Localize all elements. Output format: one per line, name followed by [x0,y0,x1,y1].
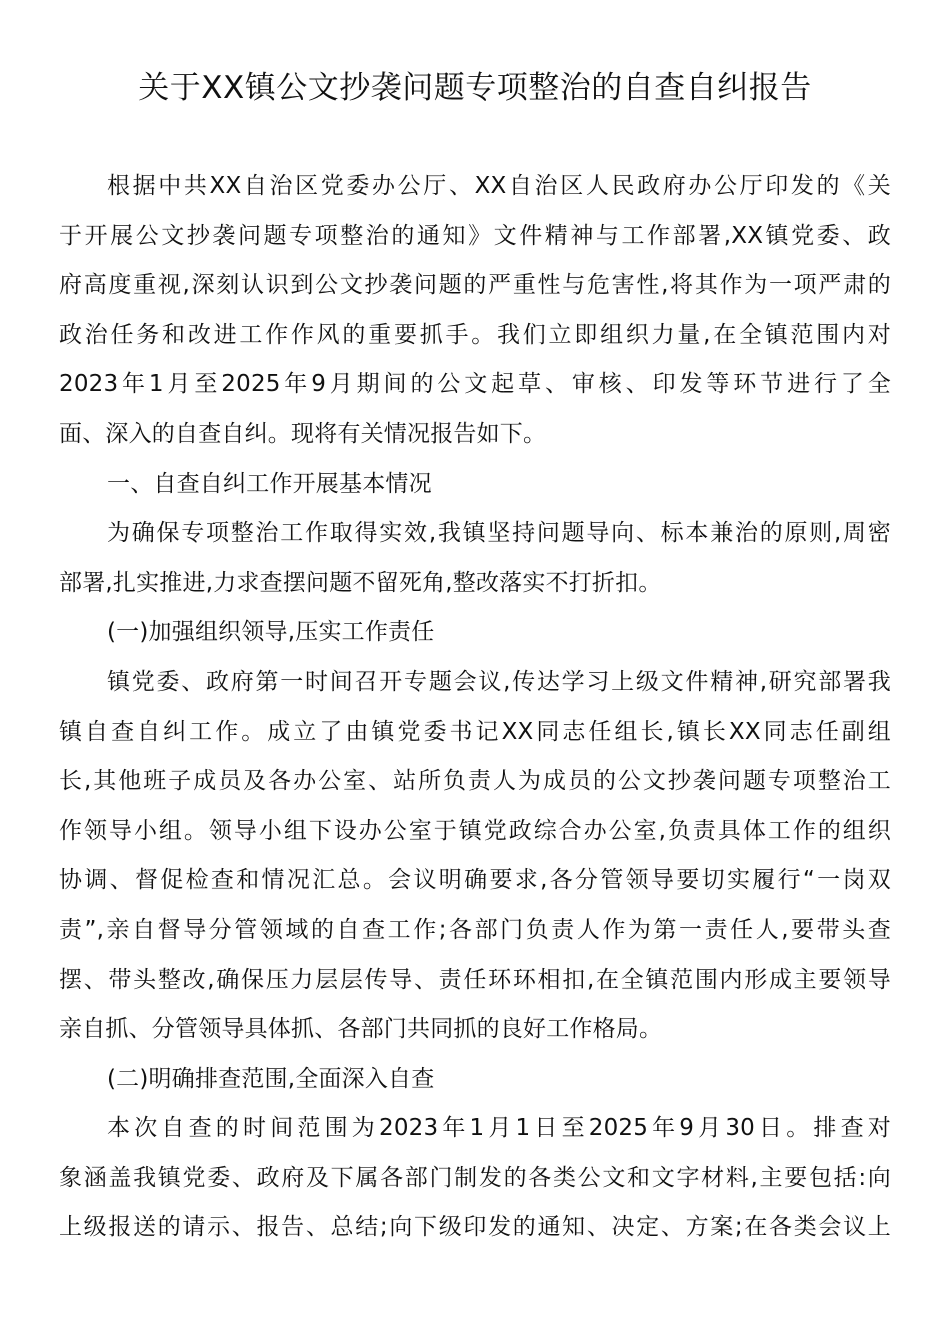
paragraph-1-line-3: 府高度重视,深刻认识到公文抄袭问题的严重性与危害性,将其作为一项严肃的 [59,272,891,299]
paragraph-3-line-7: 摆、带头整改,确保压力层层传导、责任环环相扣,在全镇范围内形成主要领导 [59,966,891,993]
paragraph-3-line-1: 镇党委、政府第一时间召开专题会议,传达学习上级文件精神,研究部署我 [107,668,891,695]
paragraph-4-line-1: 本次自查的时间范围为2023年1月1日至2025年9月30日。排查对 [107,1115,891,1142]
paragraph-1-line-2: 于开展公文抄袭问题专项整治的通知》文件精神与工作部署,XX镇党委、政 [59,222,891,249]
paragraph-2-line-1: 为确保专项整治工作取得实效,我镇坚持问题导向、标本兼治的原则,周密 [107,520,891,547]
paragraph-3-line-5: 协调、督促检查和情况汇总。会议明确要求,各分管领导要切实履行“一岗双 [59,867,891,894]
paragraph-3-line-3: 长,其他班子成员及各办公室、站所负责人为成员的公文抄袭问题专项整治工 [59,768,891,795]
document-body [59,162,891,1253]
paragraph-1-line-1: 根据中共XX自治区党委办公厅、XX自治区人民政府办公厅印发的《关 [107,173,891,199]
section-heading-1: 一、自查自纠工作开展基本情况 [107,470,432,497]
paragraph-4-line-3: 上级报送的请示、报告、总结;向下级印发的通知、决定、方案;在各类会议上 [59,1214,891,1241]
paragraph-1-line-4: 政治任务和改进工作作风的重要抓手。我们立即组织力量,在全镇范围内对 [59,321,891,348]
subsection-heading-1: (一)加强组织领导,压实工作责任 [107,619,435,646]
paragraph-3-line-4: 作领导小组。领导小组下设办公室于镇党政综合办公室,负责具体工作的组织 [59,817,891,844]
paragraph-1-line-5: 2023年1月至2025年9月期间的公文起草、审核、印发等环节进行了全 [59,371,891,398]
subsection-heading-2: (二)明确排查范围,全面深入自查 [107,1065,435,1092]
paragraph-4-line-2: 象涵盖我镇党委、政府及下属各部门制发的各类公文和文字材料,主要包括:向 [59,1164,891,1191]
paragraph-3-line-8: 亲自抓、分管领导具体抓、各部门共同抓的良好工作格局。 [59,1016,663,1043]
paragraph-3-line-6: 责”,亲自督导分管领域的自查工作;各部门负责人作为第一责任人,要带头查 [59,916,891,943]
paragraph-3-line-2: 镇自查自纠工作。成立了由镇党委书记XX同志任组长,镇长XX同志任副组 [59,718,891,745]
paragraph-2-line-2: 部署,扎实推进,力求查摆问题不留死角,整改落实不打折扣。 [59,569,662,596]
paragraph-1-line-6: 面、深入的自查自纠。现将有关情况报告如下。 [59,420,547,447]
document-title: 关于XX镇公文抄袭问题专项整治的自查自纠报告 [138,70,812,106]
